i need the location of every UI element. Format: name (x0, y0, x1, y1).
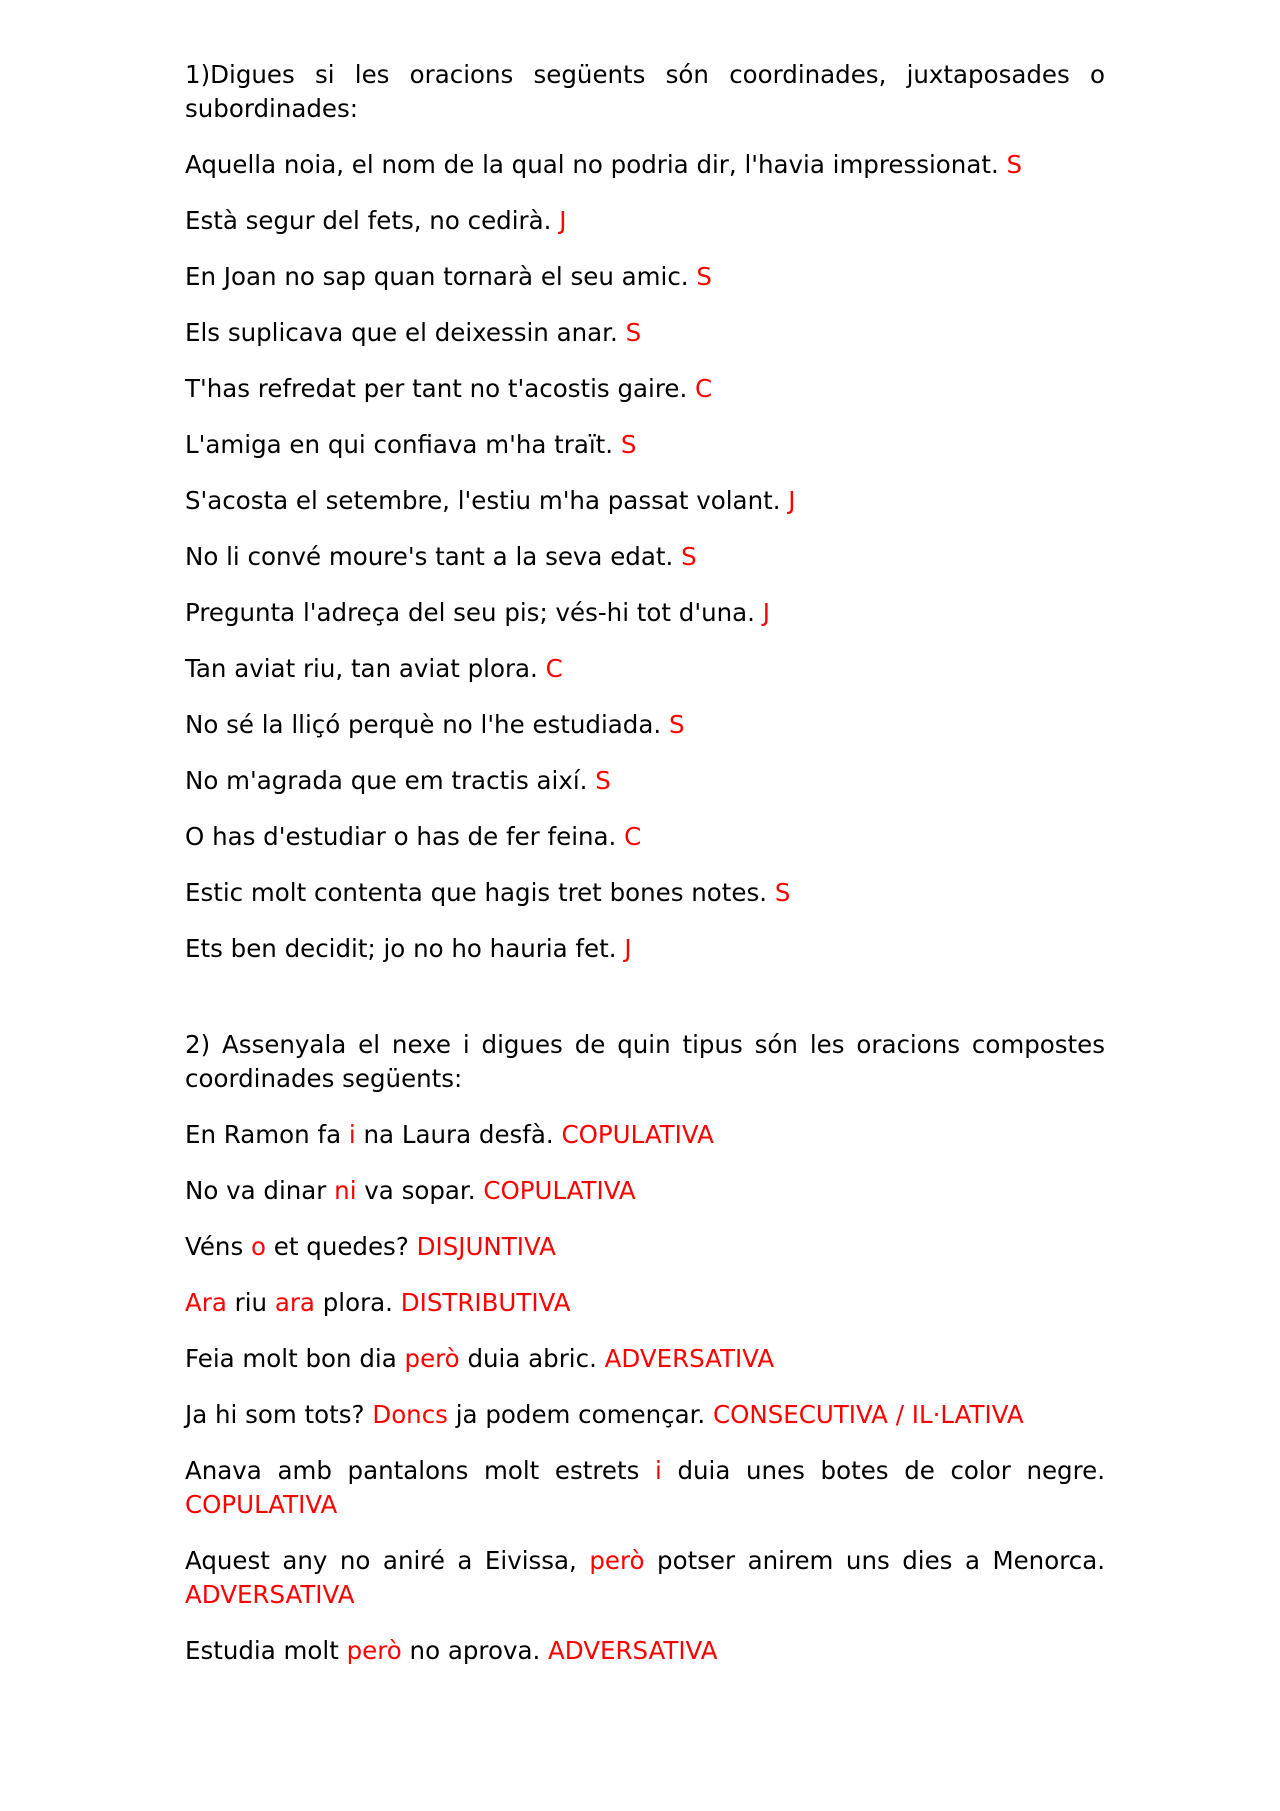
sentence: L'amiga en qui confiava m'ha traït. (185, 430, 614, 459)
exercise-1-item (185, 540, 1105, 574)
nexus: i (348, 1120, 356, 1149)
section-spacer (185, 966, 1105, 1028)
sentence-before: Anava amb pantalons molt estrets (185, 1456, 655, 1485)
sentence-before: Véns (185, 1232, 252, 1261)
type-label: ADVERSATIVA (185, 1580, 355, 1609)
nexus: Doncs (372, 1400, 448, 1429)
answer-label: C (695, 374, 713, 403)
answer-label: S (595, 766, 611, 795)
exercise-2-item (185, 1342, 1105, 1376)
answer-label: J (559, 206, 567, 235)
sentence-after: potser anirem uns dies a Menorca. (644, 1546, 1106, 1575)
exercise-2-item (185, 1118, 1105, 1152)
sentence: O has d'estudiar o has de fer feina. (185, 822, 617, 851)
nexus: però (404, 1344, 460, 1373)
exercise-1-item (185, 876, 1105, 910)
sentence-before: Feia molt bon dia (185, 1344, 405, 1373)
sentence: Aquella noia, el nom de la qual no podria dir, l'havia impressionat. (185, 150, 999, 179)
sentence: Els suplicava que el deixessin anar. (185, 318, 618, 347)
sentence: T'has refredat per tant no t'acostis gaire. (185, 374, 688, 403)
sentence: S'acosta el setembre, l'estiu m'ha passat volant. (185, 486, 781, 515)
type-label: COPULATIVA (185, 1490, 338, 1519)
sentence-after: duia unes botes de color negre. (661, 1456, 1105, 1485)
sentence-before: En Ramon fa (185, 1120, 349, 1149)
sentence: Ets ben decidit; jo no ho hauria fet. (185, 934, 617, 963)
exercise-1-item (185, 932, 1105, 966)
answer-label: J (788, 486, 796, 515)
sentence-after: va sopar. (356, 1176, 476, 1205)
exercise-2-instruction: 2) Assenyala el nexe i digues de quin tipus són les oracions compostes coordinades següents: (185, 1030, 1105, 1093)
sentence-before: Estudia molt (185, 1636, 347, 1665)
answer-label: S (625, 318, 642, 347)
exercise-2-item (185, 1230, 1105, 1264)
answer-label: C (624, 822, 642, 851)
sentence: No li convé moure's tant a la seva edat. (185, 542, 674, 571)
answer-label: S (696, 262, 712, 291)
exercise-1-item (185, 260, 1105, 294)
exercise-1-item (185, 764, 1105, 798)
nexus: ni (334, 1176, 357, 1205)
answer-label: C (545, 654, 563, 683)
exercise-1-item (185, 652, 1105, 686)
sentence: No m'agrada que em tractis així. (185, 766, 588, 795)
answer-label: J (624, 934, 632, 963)
sentence-middle: riu (226, 1288, 275, 1317)
sentence-before: Aquest any no aniré a Eivissa, (185, 1546, 590, 1575)
exercise-1-instruction: 1)Digues si les oracions següents són coordinades, juxtaposades o subordinades: (185, 60, 1105, 123)
sentence-after: plora. (314, 1288, 393, 1317)
answer-label: S (620, 430, 637, 459)
nexus: però (589, 1546, 645, 1575)
sentence-after: duia abric. (459, 1344, 597, 1373)
exercise-2-item (185, 1398, 1105, 1432)
answer-label: S (1006, 150, 1023, 179)
sentence-before: No va dinar (185, 1176, 335, 1205)
exercise-2-item (185, 1286, 1105, 1320)
sentence: No sé la lliçó perquè no l'he estudiada. (185, 710, 662, 739)
exercise-2-item (185, 1544, 1105, 1612)
exercise-1-item (185, 204, 1105, 238)
sentence-after: no aprova. (401, 1636, 541, 1665)
sentence-after: et quedes? (266, 1232, 409, 1261)
type-label: COPULATIVA (483, 1176, 636, 1205)
exercise-1-item (185, 428, 1105, 462)
sentence: En Joan no sap quan tornarà el seu amic. (185, 262, 689, 291)
type-label: COPULATIVA (561, 1120, 714, 1149)
type-label: DISTRIBUTIVA (400, 1288, 571, 1317)
sentence: Pregunta l'adreça del seu pis; vés-hi tot d'una. (185, 598, 755, 627)
exercise-2-item (185, 1454, 1105, 1522)
sentence-after: na Laura desfà. (355, 1120, 554, 1149)
nexus: o (251, 1232, 267, 1261)
type-label: ADVERSATIVA (604, 1344, 775, 1373)
nexus: Ara (185, 1288, 227, 1317)
exercise-1-item (185, 316, 1105, 350)
exercise-1-item (185, 372, 1105, 406)
sentence: Tan aviat riu, tan aviat plora. (185, 654, 538, 683)
sentence-before: Ja hi som tots? (185, 1400, 373, 1429)
exercise-2-item (185, 1174, 1105, 1208)
type-label: DISJUNTIVA (416, 1232, 556, 1261)
answer-label: S (668, 710, 685, 739)
exercise-1-item (185, 148, 1105, 182)
exercise-1-item (185, 484, 1105, 518)
exercise-1-item (185, 708, 1105, 742)
type-label: ADVERSATIVA (548, 1636, 718, 1665)
nexus: però (346, 1636, 402, 1665)
sentence-after: ja podem començar. (447, 1400, 706, 1429)
type-label: CONSECUTIVA / IL·LATIVA (713, 1400, 1024, 1429)
nexus-second: ara (274, 1288, 315, 1317)
sentence: Està segur del fets, no cedirà. (185, 206, 552, 235)
exercise-1-item (185, 820, 1105, 854)
answer-label: S (681, 542, 697, 571)
nexus: i (655, 1456, 662, 1485)
sentence: Estic molt contenta que hagis tret bones notes. (185, 878, 768, 907)
page-content (185, 58, 1105, 1668)
exercise-1-item (185, 596, 1105, 630)
exercise-2-item (185, 1634, 1105, 1668)
answer-label: S (774, 878, 791, 907)
answer-label: J (762, 598, 770, 627)
